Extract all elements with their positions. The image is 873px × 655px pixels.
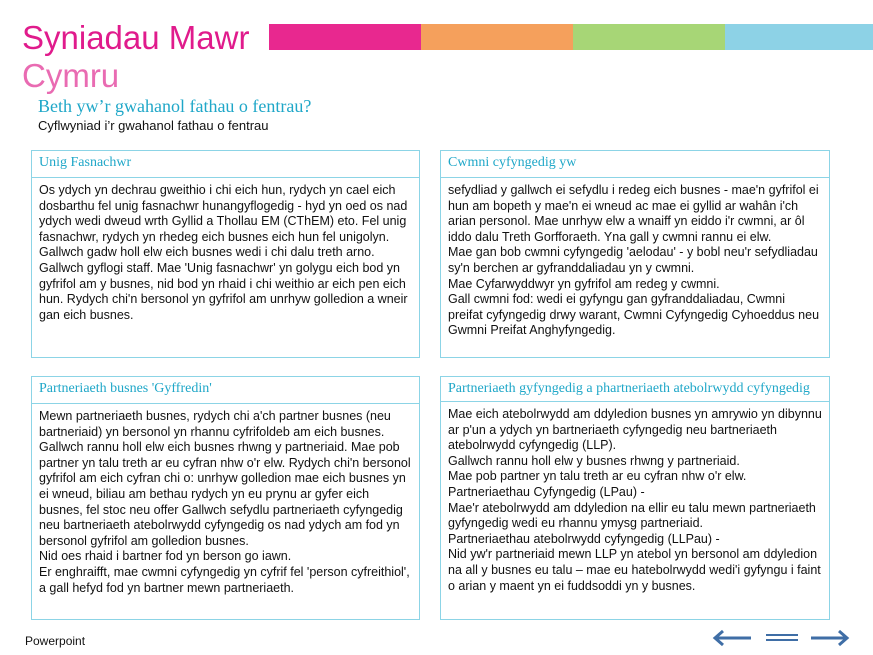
box-heading: Partneriaeth gyfyngedig a phartneriaeth atebolrwydd cyfyngedig (441, 377, 829, 402)
page-subtitle: Cyflwyniad i’r gwahanol fathau o fentrau (38, 118, 269, 133)
color-stripe-orange (421, 24, 573, 50)
color-stripe-blue (725, 24, 873, 50)
box-ordinary-partnership (31, 376, 420, 620)
menu-icon[interactable] (765, 628, 799, 648)
brand-line-1: Syniadau Mawr (22, 19, 250, 56)
arrow-right-icon[interactable] (809, 628, 851, 648)
box-heading: Partneriaeth busnes 'Gyffredin' (32, 377, 419, 404)
box-heading: Unig Fasnachwr (32, 151, 419, 178)
box-sole-trader (31, 150, 420, 358)
brand-line-2: Cymru (22, 57, 120, 94)
footer-label: Powerpoint (25, 634, 86, 648)
box-limited-company (440, 150, 830, 358)
color-stripe-pink (269, 24, 421, 50)
box-body: Mae eich atebolrwydd am ddyledion busnes yn amrywio yn dibynnu ar p'un a ydych yn bartneriaeth cyfyngedig neu bartneriaeth atebolrwydd cyfyngedig (LLP). Gallwch rannu holl elw y busnes rhwng y partneriaid. Mae pob partner yn talu treth ar eu cyfran nhw o'r elw. Partneriaethau Cyfyngedig (LPau) - Mae'r atebolrwydd am ddyledion na ellir eu talu mewn partneriaeth gyfyngedig wedi eu rhannu ymysg partneriaid. Partneriaethau atebolrwydd cyfyngedig (LLPau) - Nid yw'r partneriaid mewn LLP yn atebol yn bersonol am ddyledion na all y busnes eu talu – mae eu hatebolrwydd wedi'i gyfyngu i faint o arian y maent yn ei fuddsoddi yn y busnes. (448, 407, 822, 593)
box-limited-partnership (440, 376, 830, 620)
box-heading: Cwmni cyfyngedig yw (441, 151, 829, 178)
color-stripe-green (573, 24, 725, 50)
box-body: Mewn partneriaeth busnes, rydych chi a'ch partner busnes (neu bartneriaid) yn bersonol yn rhannu cyfrifoldeb am eich busnes. Gallwch rannu holl elw eich busnes rhwng y partneriaid. Mae pob partner yn talu treth ar eu cyfran nhw o'r elw. Rydych chi'n bersonol gyfrifol am eich cyfran chi o: unrhyw golledion mae eich busnes yn ei wneud, biliau am bethau rydych yn eu prynu ar gyfer eich busnes, fel stoc neu offer Gallwch sefydlu partneriaeth cyfyngedig neu bartneriaeth atebolrwydd cyfyngedig os nad ydych am fod yn bersonol gyfrifol am golledion busnes. Nid oes rhaid i bartner fod yn berson go iawn. Er enghraifft, mae cwmni cyfyngedig yn cyfrif fel 'person cyfreithiol', a gall hefyd fod yn bartner mewn partneriaeth. (39, 409, 411, 595)
box-body: Os ydych yn dechrau gweithio i chi eich hun, rydych yn cael eich dosbarthu fel unig fasnachwr hunangyflogedig - hyd yn oed os nad ydych wedi dweud wrth Gyllid a Thollau EM (CThEM) eto. Fel unig fasnachwr, rydych yn rhedeg eich busnes eich hun fel unigolyn. Gallwch gadw holl elw eich busnes wedi i chi dalu treth arno. Gallwch gyflogi staff. Mae 'Unig fasnachwr' yn golygu eich bod yn gyfrifol am y busnes, nid bod yn rhaid i chi weithio ar eich pen eich hun. Rydych chi'n bersonol yn gyfrifol am unrhyw golledion a wneir gan eich busnes. (39, 183, 408, 322)
arrow-left-icon[interactable] (711, 628, 753, 648)
box-body: sefydliad y gallwch ei sefydlu i redeg eich busnes - mae'n gyfrifol ei hun am bopeth y mae'n ei wneud ac mae ei gyllid ar wahân i'ch arian personol. Mae unrhyw elw a wnaiff yn eiddo i'r cwmni, ar ôl iddo dalu Treth Gorfforaeth. Yna gall y cwmni rannu ei elw. Mae gan bob cwmni cyfyngedig 'aelodau' - y bobl neu'r sefydliadau sy'n berchen ar gyfranddaliadau yn y cwmni. Mae Cyfarwyddwyr yn gyfrifol am redeg y cwmni. Gall cwmni fod: wedi ei gyfyngu gan gyfranddaliadau, Cwmni preifat cyfyngedig drwy warant, Cwmni Cyfyngedig Cyhoeddus neu Gwmni Preifat Anghyfyngedig. (448, 183, 820, 338)
page-title: Beth yw’r gwahanol fathau o fentrau? (38, 96, 312, 116)
